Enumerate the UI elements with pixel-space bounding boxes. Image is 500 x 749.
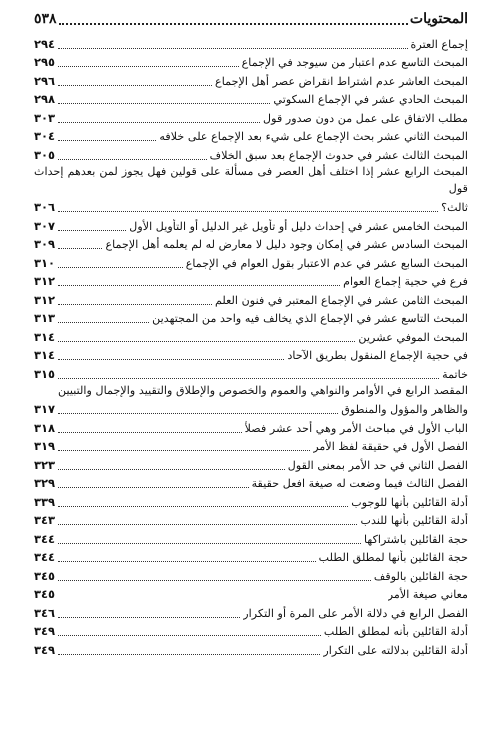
dot-leader bbox=[58, 561, 316, 562]
toc-entry[interactable] bbox=[34, 308, 468, 327]
toc-entry-page: ٣٢٣ bbox=[34, 457, 56, 472]
toc-entry-page: ٣٣٩ bbox=[34, 494, 56, 509]
dot-leader bbox=[58, 304, 212, 305]
toc-entry-page: ٢٩٦ bbox=[34, 73, 56, 88]
dot-leader bbox=[58, 359, 284, 360]
toc-entry-page: ٣٤٤ bbox=[34, 531, 56, 546]
dot-leader bbox=[58, 654, 320, 655]
toc-entry-page: ٣٠٥ bbox=[34, 147, 56, 162]
toc-entry[interactable] bbox=[34, 639, 468, 658]
dot-leader bbox=[58, 48, 407, 49]
toc-entry[interactable] bbox=[34, 602, 468, 621]
dot-leader bbox=[58, 378, 439, 379]
dot-leader bbox=[58, 413, 338, 414]
toc-entry-title: المبحث الثاني عشر بحث الإجماع على شيء بعد الإجماع على خلافه bbox=[159, 130, 468, 143]
dot-leader bbox=[58, 341, 355, 342]
toc-entry-title: إجماع العترة bbox=[410, 37, 468, 51]
toc-entry-title: المبحث التاسع عشر في الإجماع الذي يخالف فيه واحد من المجتهدين bbox=[152, 312, 468, 325]
header-page-number: ٥٣٨ bbox=[34, 11, 57, 27]
table-of-contents bbox=[34, 33, 468, 658]
toc-entry-title: معاني صيغة الأمر bbox=[387, 588, 468, 601]
dot-leader bbox=[58, 432, 242, 433]
toc-entry-title: خاتمة bbox=[442, 367, 468, 381]
header-title: المحتويات bbox=[409, 11, 468, 27]
toc-entry-title: الفصل الأول في حقيقة لفظ الأمر bbox=[313, 440, 468, 453]
toc-entry-title-line2: ثالث؟ bbox=[441, 201, 468, 214]
toc-entry-title: المبحث الحادي عشر في الإجماع السكوتي bbox=[273, 93, 468, 106]
dot-leader bbox=[58, 543, 361, 544]
dot-leader bbox=[58, 140, 156, 141]
toc-entry[interactable] bbox=[34, 491, 468, 510]
dot-leader bbox=[58, 487, 249, 488]
toc-entry[interactable] bbox=[34, 363, 468, 382]
toc-entry-page: ٣٠٦ bbox=[34, 200, 56, 214]
toc-entry[interactable] bbox=[34, 33, 468, 52]
dot-leader bbox=[58, 211, 438, 212]
dot-leader bbox=[58, 322, 149, 323]
toc-entry[interactable] bbox=[34, 271, 468, 290]
toc-entry-title: المبحث الموفي عشرين bbox=[358, 330, 468, 344]
toc-entry[interactable] bbox=[34, 399, 468, 418]
toc-entry-title: المبحث السادس عشر في إمكان وجود دليل لا معارض له لم يعلمه أهل الإجماع bbox=[105, 238, 468, 251]
toc-entry[interactable] bbox=[34, 126, 468, 145]
toc-entry-page: ٣١٢ bbox=[34, 274, 56, 288]
toc-entry-page: ٣٤٦ bbox=[34, 605, 56, 620]
toc-entry[interactable] bbox=[34, 52, 468, 71]
toc-entry-page: ٣١٧ bbox=[34, 402, 56, 416]
toc-entry-title: حجة القائلين باشتراكها bbox=[364, 532, 468, 546]
dot-leader bbox=[58, 469, 285, 470]
toc-entry-title: الفصل الثالث فيما وضعت له صيغة افعل حقيقة bbox=[251, 477, 468, 490]
toc-entry-title: أدلة القائلين بأنها للندب bbox=[360, 514, 468, 527]
toc-entry[interactable] bbox=[34, 89, 468, 108]
toc-entry-page: ٣١٥ bbox=[34, 366, 56, 381]
toc-entry[interactable] bbox=[34, 144, 468, 163]
dot-leader bbox=[58, 159, 207, 160]
toc-entry-title: الباب الأول في مباحث الأمر وهي أحد عشر فصلاً bbox=[244, 421, 468, 435]
toc-entry[interactable] bbox=[34, 252, 468, 271]
toc-entry-page: ٢٩٤ bbox=[34, 36, 56, 51]
toc-entry-page: ٣١٤ bbox=[34, 348, 56, 362]
dot-leader bbox=[58, 580, 371, 581]
dot-leader bbox=[58, 230, 126, 231]
toc-entry-title: أدلة القائلين بأنها للوجوب bbox=[351, 495, 468, 509]
dot-leader bbox=[58, 103, 270, 104]
toc-entry-page: ٣٢٩ bbox=[34, 476, 56, 490]
toc-entry-page: ٣٤٣ bbox=[34, 513, 56, 527]
toc-entry-page: ٣٠٤ bbox=[34, 129, 56, 143]
toc-entry-title: حجة القائلين بأنها لمطلق الطلب bbox=[318, 551, 468, 564]
dot-leader bbox=[58, 66, 239, 67]
page-header bbox=[34, 8, 468, 30]
dot-leader bbox=[58, 248, 102, 249]
toc-entry[interactable] bbox=[34, 436, 468, 455]
toc-entry-title: فرع في حجية إجماع العوام bbox=[343, 275, 468, 288]
toc-entry[interactable] bbox=[34, 197, 468, 216]
toc-entry[interactable] bbox=[34, 70, 468, 89]
toc-entry[interactable] bbox=[34, 584, 468, 603]
toc-entry-title: المبحث السابع عشر في عدم الاعتبار بقول العوام في الإجماع bbox=[185, 256, 468, 270]
toc-entry-page: ٣٠٣ bbox=[34, 110, 56, 125]
toc-entry-title: المبحث الثامن عشر في الإجماع المعتبر في فنون العلم bbox=[214, 293, 468, 307]
dot-leader bbox=[58, 506, 348, 507]
toc-entry-title: في حجية الإجماع المنقول بطريق الآحاد bbox=[287, 349, 468, 362]
dot-leader bbox=[58, 450, 310, 451]
toc-entry-page: ٣٤٩ bbox=[34, 642, 56, 657]
toc-entry-page: ٣٤٥ bbox=[34, 568, 56, 583]
toc-entry-page: ٣٤٤ bbox=[34, 550, 56, 564]
toc-entry-title: الفصل الثاني في حد الأمر بمعنى القول bbox=[287, 458, 468, 472]
toc-entry-title: المبحث الثالث عشر في حدوث الإجماع بعد سبق الخلاف bbox=[209, 148, 468, 162]
toc-entry-page: ٣١٤ bbox=[34, 329, 56, 344]
dot-leader bbox=[58, 617, 240, 618]
header-dot-leader bbox=[59, 23, 408, 25]
dot-leader bbox=[58, 635, 321, 636]
toc-entry-title-line1: المقصد الرابع في الأوامر والنواهي والعموم والخصوص والإطلاق والتقييد والإجمال والتبيين bbox=[57, 383, 468, 397]
toc-entry[interactable] bbox=[34, 510, 468, 529]
toc-entry-title: حجة القائلين بالوقف bbox=[373, 569, 468, 583]
dot-leader bbox=[58, 122, 260, 123]
toc-entry[interactable] bbox=[34, 528, 468, 547]
toc-entry-title: المبحث التاسع عدم اعتبار من سيوجد في الإجماع bbox=[241, 56, 468, 69]
toc-entry[interactable] bbox=[34, 454, 468, 473]
toc-entry-page: ٣٤٩ bbox=[34, 624, 56, 638]
toc-entry-title: المبحث العاشر عدم اشتراط انقراض عصر أهل الإجماع bbox=[215, 74, 468, 88]
toc-entry-page: ٣٠٧ bbox=[34, 218, 56, 233]
toc-entry-title: أدلة القائلين بأنه لمطلق الطلب bbox=[323, 625, 468, 638]
toc-entry-page: ٣١٢ bbox=[34, 292, 56, 307]
toc-entry[interactable] bbox=[34, 289, 468, 308]
dot-leader bbox=[58, 85, 212, 86]
toc-entry[interactable] bbox=[34, 234, 468, 253]
toc-entry-page: ٢٩٥ bbox=[34, 55, 56, 69]
toc-entry[interactable] bbox=[34, 547, 468, 566]
toc-entry-title-line1: المبحث الرابع عشر إذا اختلف أهل العصر فى مسألة على قولين فهل يجوز لمن بعدهم إحداث قول bbox=[34, 164, 468, 195]
toc-entry-title: مطلب الاتفاق على عمل من دون صدور قول bbox=[263, 111, 468, 125]
toc-entry[interactable] bbox=[34, 621, 468, 640]
toc-entry-page: ٣١٩ bbox=[34, 439, 56, 453]
dot-leader bbox=[58, 524, 357, 525]
toc-entry-page: ٣٤٥ bbox=[34, 587, 56, 601]
dot-leader bbox=[58, 267, 183, 268]
toc-entry-title: المبحث الخامس عشر في إحداث دليل أو تأويل غير الدليل أو التأويل الأول bbox=[129, 219, 468, 233]
toc-entry-page: ٣٠٩ bbox=[34, 237, 56, 251]
dot-leader bbox=[58, 285, 340, 286]
toc-entry[interactable] bbox=[34, 326, 468, 345]
toc-entry[interactable] bbox=[34, 107, 468, 126]
toc-entry-title: أدلة القائلين بدلالته على التكرار bbox=[323, 643, 468, 657]
toc-entry-title-line2: والظاهر والمؤول والمنطوق bbox=[341, 403, 468, 416]
toc-entry-page: ٣١٠ bbox=[34, 255, 56, 270]
toc-entry-page: ٢٩٨ bbox=[34, 92, 56, 106]
toc-entry-page: ٣١٨ bbox=[34, 420, 56, 435]
toc-entry-page: ٣١٣ bbox=[34, 311, 56, 325]
toc-entry-title: الفصل الرابع في دلالة الأمر على المرة أو التكرار bbox=[243, 606, 468, 620]
toc-entry[interactable] bbox=[34, 417, 468, 436]
toc-entry[interactable] bbox=[34, 565, 468, 584]
toc-entry[interactable] bbox=[34, 345, 468, 364]
toc-entry[interactable] bbox=[34, 473, 468, 492]
toc-entry[interactable] bbox=[34, 215, 468, 234]
